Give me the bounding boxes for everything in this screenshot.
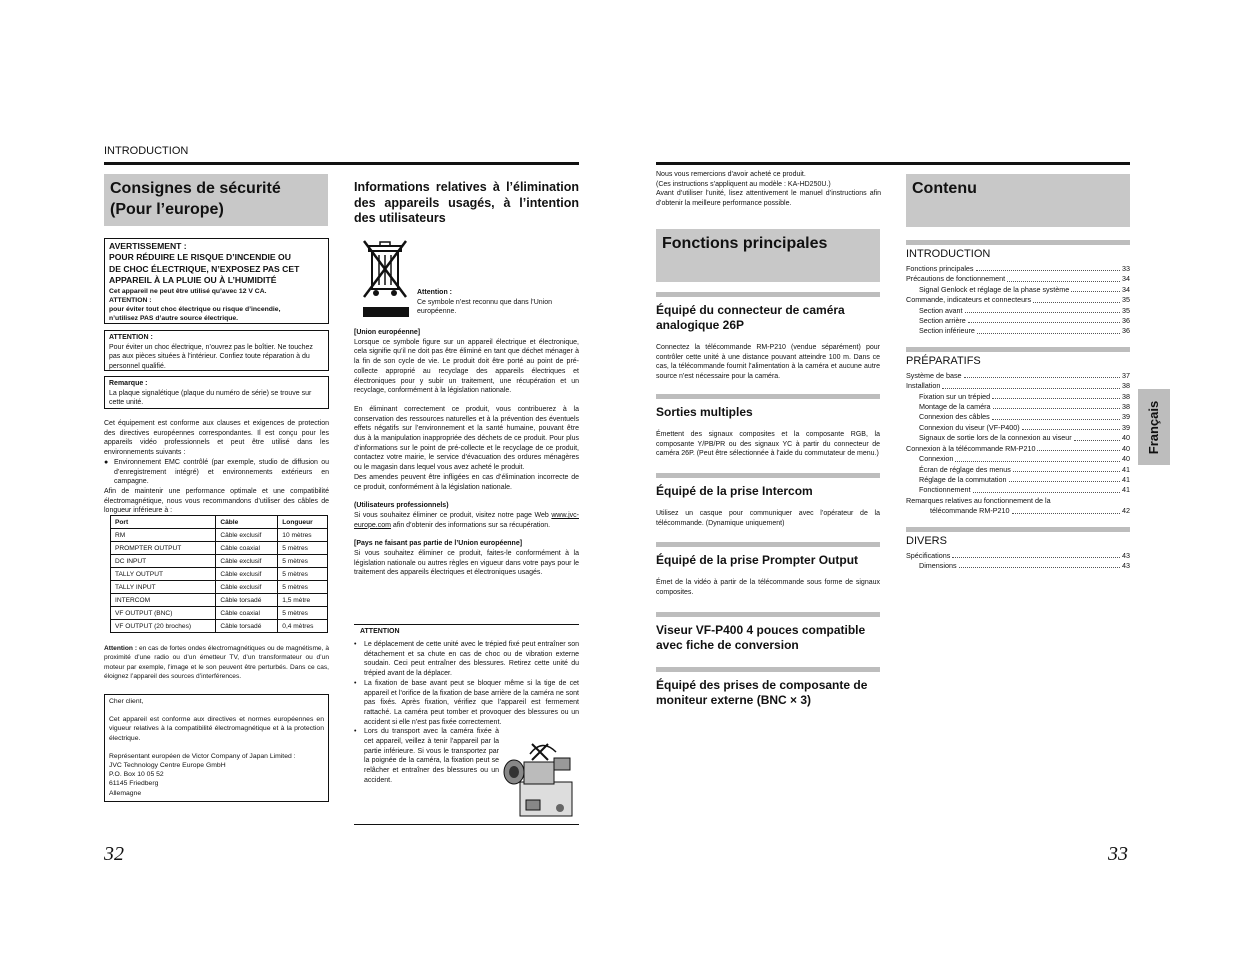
function-section [656, 667, 880, 708]
toc-entry-page: 35 [1122, 295, 1130, 305]
section-title: Équipé des prises de composante de moniteur externe (BNC × 3) [656, 677, 868, 707]
cable-cell: Câble coaxial [216, 542, 278, 555]
toc-entry[interactable] [906, 465, 1130, 475]
length-cell: 5 mètres [278, 607, 328, 620]
toc-leader [965, 306, 1120, 313]
intro-line3: Avant d’utiliser l’unité, lisez attentivement le manuel d’instructions afin d’obtenir la meilleure performance possible. [656, 190, 881, 208]
letter-addr2: P.O. Box 10 05 52 [109, 771, 164, 779]
intro-line1: Nous vous remercions d’avoir acheté ce produit. [656, 171, 806, 178]
warning-line5: ATTENTION : [109, 296, 152, 304]
toc-entry-label: Commande, indicateurs et connecteurs [906, 295, 1032, 305]
warning-line7: n’utilisez PAS d’autre source électrique. [109, 314, 239, 322]
port-cell: RM [111, 529, 216, 542]
toc-leader [1013, 465, 1120, 472]
disposal-title: Informations relatives à l’élimination des appareils usagés, à l’intention des utilisateurs [354, 180, 579, 225]
section-text: Utilisez un casque pour communiquer avec l’opérateur de la télécommande. (Dynamique uniquement) [656, 509, 880, 527]
disposal-attention-text: Ce symbole n’est reconnu que dans l’Union européenne. [417, 298, 553, 316]
toc-entry[interactable] [906, 433, 1130, 443]
toc-leader [1037, 444, 1120, 451]
toc-entry-page: 38 [1122, 391, 1130, 401]
toc-entry-label: Fonctions principales [906, 264, 974, 273]
toc-entry-label: Installation [906, 381, 941, 391]
length-cell: 10 mètres [278, 529, 328, 542]
table-row [111, 555, 328, 568]
toc-leader [992, 392, 1120, 399]
toc-group-rule [906, 347, 1130, 352]
pro-text [354, 511, 579, 530]
safety-title-line2: (Pour l’europe) [110, 201, 224, 218]
camera-illustration [502, 738, 578, 822]
toc-leader [993, 402, 1120, 409]
toc-leader [952, 551, 1120, 558]
emc-bullet-item [104, 458, 329, 487]
toc-entry-label: Système de base [906, 370, 962, 380]
function-section [656, 542, 880, 597]
section-rule [656, 394, 880, 399]
toc-entry-page: 42 [1122, 506, 1130, 516]
attention-note [104, 644, 329, 682]
attention2-item3: • Lors du transport avec la caméra fixée à cet appareil, veillez à tenir l’appareil par la partie inférieure. Si vous le transportez par la poignée de la caméra, la fixation peut se relâcher et entraîner des blessures ou un accident. [354, 728, 499, 784]
toc-entry[interactable] [906, 551, 1130, 561]
toc-entry[interactable] [906, 402, 1130, 412]
page-number-right: 33 [1108, 843, 1128, 865]
bullet-icon: ● [104, 458, 109, 466]
warning-line6: pour éviter tout choc électrique ou risque d’incendie, [109, 305, 281, 313]
toc-leader [1007, 274, 1120, 281]
port-cell: PROMPTER OUTPUT [111, 542, 216, 555]
language-tab-label: Français [1146, 400, 1162, 454]
toc-entry-label: Fonctionnement [919, 485, 971, 495]
toc-group-rule [906, 527, 1130, 532]
toc-entry-label: Fixation sur un trépied [919, 391, 991, 401]
cable-cell: Câble exclusif [216, 529, 278, 542]
noneu-head: [Pays ne faisant pas partie de l’Union européenne] [354, 540, 523, 548]
section-text: Émet de la vidéo à partir de la télécommande sous forme de signaux composites. [656, 579, 880, 597]
emc-para1: Cet équipement est conforme aux clauses et exigences de protection des directives européennes correspondantes. Il est conçu pour les appareils vidéo professionnels et peut être utilisé dans les environnements suivants : [104, 420, 329, 457]
safety-title [104, 174, 328, 226]
cable-cell: Câble exclusif [216, 581, 278, 594]
toc-entry-page: 37 [1122, 370, 1130, 380]
language-tab[interactable] [1138, 389, 1170, 465]
section-rule [656, 542, 880, 547]
toc-leader [992, 412, 1120, 419]
toc-entry[interactable] [906, 381, 1130, 391]
port-cell: INTERCOM [111, 594, 216, 607]
toc-entry[interactable] [906, 485, 1130, 495]
intro-text [656, 170, 881, 209]
length-cell: 5 mètres [278, 581, 328, 594]
length-cell: 0,4 mètres [278, 620, 328, 633]
toc-entry-label: Montage de la caméra [919, 402, 991, 412]
port-cell: TALLY INPUT [111, 581, 216, 594]
toc-entry-label: Écran de réglage des menus [919, 464, 1011, 474]
table-row [111, 529, 328, 542]
toc-entry[interactable] [906, 506, 1130, 516]
toc-entry[interactable] [906, 454, 1130, 464]
toc-entry[interactable] [906, 326, 1130, 336]
eu-head: [Union européenne] [354, 329, 421, 336]
section-rule [656, 667, 880, 672]
toc-entry[interactable] [906, 274, 1130, 284]
contents-title: Contenu [906, 174, 1130, 227]
warning-box [104, 238, 329, 324]
attention-note-label: Attention : [104, 645, 138, 652]
length-cell: 1,5 mètre [278, 594, 328, 607]
section-title: Équipé de la prise Intercom [656, 483, 813, 498]
port-cell: VF OUTPUT (BNC) [111, 607, 216, 620]
toc-entry-page: 43 [1122, 550, 1130, 560]
toc-entry[interactable] [906, 423, 1130, 433]
function-section [656, 612, 880, 653]
toc-entry-label: Remarques relatives au fonctionnement de la [906, 495, 1051, 505]
cable-cell: Câble torsadé [216, 594, 278, 607]
toc-entry-label: Section arrière [919, 316, 966, 326]
toc-entry-page: 40 [1122, 454, 1130, 464]
letter-salutation: Cher client, [109, 698, 144, 705]
letter-box [104, 694, 329, 802]
toc-entry[interactable] [906, 295, 1130, 305]
toc-entry-label: Réglage de la commutation [919, 474, 1007, 484]
page-number-left: 32 [104, 843, 124, 865]
toc-heading: DIVERS [906, 534, 947, 547]
cable-cell: Câble torsadé [216, 620, 278, 633]
section-rule [656, 612, 880, 617]
toc-entry-page: 35 [1122, 305, 1130, 315]
toc-leader [955, 454, 1120, 461]
emc-para2: Afin de maintenir une performance optimale et une compatibilité électromagnétique, nous vous recommandons d’utiliser des câbles de longueur inférieure à : [104, 487, 329, 515]
toc-entry-label: Dimensions [919, 560, 957, 570]
eu-text2: En éliminant correctement ce produit, vous contribuerez à la conservation des ressources naturelles et à la prévention des éventuels effets négatifs sur l’environnement et la santé humaine, pouvant être dus à la manipulation inappropriée des déchets de ce produit. Pour plus d’informations sur le point de pré-collecte et le recyclage de ce produit, contactez votre mairie, le service d’évacuation des ordures ménagères ou le magasin dans lequel vous avez acheté le produit. [354, 405, 579, 472]
eu-text3: Des amendes peuvent être infligées en cas d’élimination incorrecte de ce produit, conformément à la législation nationale. [354, 473, 579, 491]
warning-line2: DE CHOC ÉLECTRIQUE, N’EXPOSEZ PAS CET [109, 263, 300, 274]
toc-leader [964, 371, 1120, 378]
table-row [111, 620, 328, 633]
table-header-cable: Câble [216, 516, 278, 529]
table-header-port: Port [111, 516, 216, 529]
toc-entry[interactable] [906, 475, 1130, 485]
toc-entry-page: 41 [1122, 474, 1130, 484]
toc-leader [973, 485, 1120, 492]
toc-entry-label: télécommande RM-P210 [930, 506, 1010, 516]
toc-group [906, 347, 1130, 517]
section-rule [656, 292, 880, 297]
toc-entry-label: Connexion à la télécommande RM-P210 [906, 443, 1036, 453]
section-rule [656, 473, 880, 478]
table-row [111, 581, 328, 594]
toc-entry-label: Section inférieure [919, 326, 975, 336]
remarque-box [104, 376, 329, 409]
remarque-title: Remarque : [109, 380, 148, 387]
attention-box-text: Pour éviter un choc électrique, n’ouvrez pas le boîtier. Ne touchez pas aux pièces situées à l’intérieur. Confiez toute réparation à du personnel qualifié. [109, 343, 313, 371]
toc-leader [959, 561, 1120, 568]
warning-line3: APPAREIL À LA PLUIE OU À L’HUMIDITÉ [109, 275, 277, 286]
cable-cell: Câble exclusif [216, 555, 278, 568]
cable-length-table [110, 515, 328, 633]
eu-text: Lorsque ce symbole figure sur un appareil électrique et électronique, cela signifie qu’il ne doit pas être éliminé en tant que déchet ménager à la fin de son cycle de vie. Le produit doit être porté au point de pré-collecte approprié au recyclage des appareils électriques et électroniques pour y subir un traitement, une récupération et un recyclage, conformément à la législation nationale. [354, 338, 579, 395]
toc-group [906, 240, 1130, 337]
section-text: Émettent des signaux composites et la composante RGB, la composante Y/PB/PR ou des signaux YC à partir du connecteur de caméra 26P. (Peut être sélectionnée à l’aide du commutateur de menu.) [656, 430, 880, 458]
disposal-attention-label: Attention : [417, 289, 452, 296]
attention2-item2: • La fixation de base avant peut se bloquer même si la tige de cet appareil et l’orifice de la fixation de base arrière de la caméra ne sont pas fixés. Après fixation, vérifiez que l’appareil est fermement rattaché. La caméra peut tomber et provoquer des blessures ou un accident si elle n’est pas fixée correctement. [354, 679, 579, 726]
left-header-rule [104, 162, 579, 165]
toc-leader [1009, 475, 1121, 482]
toc-leader [977, 326, 1120, 333]
table-row [111, 542, 328, 555]
port-cell: VF OUTPUT (20 broches) [111, 620, 216, 633]
noneu-text: Si vous souhaitez éliminer ce produit, faites-le conformément à la législation nationale ou autres règles en vigueur dans votre pays pour le traitement des appareils électriques et électroniques usagés. [354, 550, 579, 577]
toc-entry-page: 43 [1122, 560, 1130, 570]
warning-title: AVERTISSEMENT : [109, 241, 187, 251]
toc-entry[interactable] [906, 285, 1130, 295]
toc-entry[interactable] [906, 264, 1130, 274]
toc-entry-label: Connexion des câbles [919, 412, 990, 422]
toc-entry-page: 41 [1122, 485, 1130, 495]
toc-leader [942, 381, 1120, 388]
attention-box [104, 330, 329, 371]
section-title: Équipé de la prise Prompter Output [656, 553, 859, 568]
pro-text2: afin d’obtenir des informations sur sa récupération. [392, 521, 551, 529]
table-header-length: Longueur [278, 516, 328, 529]
function-section [656, 473, 880, 528]
emc-section [104, 419, 329, 516]
letter-addr4: Allemagne [109, 789, 142, 797]
section-title: Sorties multiples [656, 404, 753, 419]
letter-para: Cet appareil est conforme aux directives et normes européennes en vigueur relatives à la compatibilité électromagnétique et à la protection électrique. [109, 716, 324, 742]
toc-leader [1012, 506, 1121, 513]
toc-entry-page: 36 [1122, 316, 1130, 326]
functions-sections [656, 292, 880, 708]
safety-title-line1: Consignes de sécurité [110, 180, 281, 197]
toc-leader [968, 316, 1120, 323]
toc-entry[interactable] [906, 306, 1130, 316]
toc-entry-page: 33 [1122, 264, 1130, 273]
toc-heading: INTRODUCTION [906, 248, 991, 260]
attention2-rule [354, 624, 579, 625]
left-column-end-rule [354, 824, 579, 825]
table-row [111, 594, 328, 607]
section-text: Connectez la télécommande RM-P210 (vendue séparément) pour contrôler cette unité à une distance pouvant atteindre 100 m. Dans ce cas, la télécommande fournit l’alimentation à la caméra et aucune autre source n’est nécessaire pour la caméra. [656, 344, 880, 381]
toc-entry[interactable] [906, 371, 1130, 381]
toc-entry-page: 40 [1122, 443, 1130, 453]
function-section [656, 292, 880, 382]
running-head: INTRODUCTION [104, 145, 189, 157]
toc-leader [1022, 423, 1120, 430]
toc-entry-page: 34 [1122, 284, 1130, 294]
toc-entry[interactable] [906, 412, 1130, 422]
table-row [111, 568, 328, 581]
letter-addr1: JVC Technology Centre Europe GmbH [109, 762, 226, 770]
pro-text1: Si vous souhaitez éliminer ce produit, visitez notre page Web [354, 511, 549, 519]
toc-entry-page: 41 [1122, 464, 1130, 474]
disposal-body [354, 328, 579, 578]
toc-entry-page: 39 [1122, 422, 1130, 432]
port-cell: TALLY OUTPUT [111, 568, 216, 581]
table-header-row [111, 516, 328, 529]
letter-rep: Représentant européen de Victor Company of Japan Limited : [109, 752, 296, 760]
toc-group [906, 527, 1130, 572]
toc-entry-label: Spécifications [906, 550, 951, 560]
toc-entry-label: Signal Genlock et réglage de la phase système [919, 284, 1070, 294]
length-cell: 5 mètres [278, 568, 328, 581]
remarque-text: La plaque signalétique (plaque du numéro de série) se trouve sur cette unité. [109, 389, 312, 407]
toc-entry-page: 34 [1122, 274, 1130, 284]
toc-leader [1071, 285, 1120, 292]
toc-entry-label: Signaux de sortie lors de la connexion au viseur [919, 433, 1072, 443]
attention2-head: ATTENTION [360, 628, 400, 635]
cable-cell: Câble coaxial [216, 607, 278, 620]
length-cell: 5 mètres [278, 542, 328, 555]
section-title: Viseur VF-P400 4 pouces compatible avec fiche de conversion [656, 622, 866, 652]
toc-entry-page: 39 [1122, 412, 1130, 422]
toc-group-rule [906, 240, 1130, 245]
toc-leader [1074, 433, 1120, 440]
pro-head: (Utilisateurs professionnels) [354, 502, 449, 510]
cable-cell: Câble exclusif [216, 568, 278, 581]
toc-leader [1033, 295, 1120, 302]
toc-heading: PRÉPARATIFS [906, 354, 981, 367]
attention-box-title: ATTENTION : [109, 334, 153, 341]
toc-entry-page: 36 [1122, 326, 1130, 336]
letter-addr3: 61145 Friedberg [109, 780, 159, 788]
warning-line1: POUR RÉDUIRE LE RISQUE D’INCENDIE OU [109, 252, 291, 263]
intro-line2: (Ces instructions s’appliquent au modèle : KA-HD250U.) [656, 180, 831, 188]
table-of-contents [906, 240, 1130, 571]
toc-entry-page: 38 [1122, 381, 1130, 391]
jvc-europe-link[interactable]: www.jvc-europe.com [354, 511, 579, 529]
toc-leader [976, 264, 1120, 271]
function-section [656, 394, 880, 459]
port-cell: DC INPUT [111, 555, 216, 568]
toc-entry[interactable] [906, 444, 1130, 454]
attention2-item1: • Le déplacement de cette unité avec le trépied fixé peut entraîner son détachement et sa chute en cas de choc ou de vibration externe soudain. Ceci peut entraîner des blessures. Retirez cette unité du trépied avant de la déplacer. [354, 641, 579, 678]
warning-line4: Cet appareil ne peut être utilisé qu’avec 12 V CA. [109, 287, 267, 295]
emc-bullet: Environnement EMC contrôlé (par exemple, studio de diffusion ou d’enregistrement intégré) et environnements extérieurs en campagne. [114, 458, 329, 486]
length-cell: 5 mètres [278, 555, 328, 568]
toc-entry-label: Connexion du viseur (VF-P400) [919, 422, 1020, 432]
toc-entry[interactable] [906, 561, 1130, 571]
toc-entry[interactable] [906, 316, 1130, 326]
toc-entry[interactable] [906, 496, 1130, 506]
section-title: Équipé du connecteur de caméra analogique 26P [656, 303, 845, 332]
weee-bin-icon [360, 237, 412, 319]
table-row [111, 607, 328, 620]
toc-entry-page: 38 [1122, 402, 1130, 412]
toc-entry-label: Section avant [919, 305, 963, 315]
toc-entry-label: Connexion [919, 454, 954, 464]
attention-note-text: en cas de fortes ondes électromagnétiques ou de magnétisme, à proximité d’une radio ou d’un émetteur TV, d’un transformateur ou d’un moteur par exemple, l’image et le son peuvent être perturbés. Dans ce cas, éloignez l’appareil des sources d’interférences. [104, 645, 329, 681]
functions-title: Fonctions principales [656, 229, 880, 282]
toc-entry-page: 40 [1122, 433, 1130, 443]
disposal-attention [417, 288, 577, 317]
right-header-rule [656, 162, 1130, 165]
toc-entry[interactable] [906, 392, 1130, 402]
toc-entry-label: Précautions de fonctionnement [906, 274, 1006, 284]
